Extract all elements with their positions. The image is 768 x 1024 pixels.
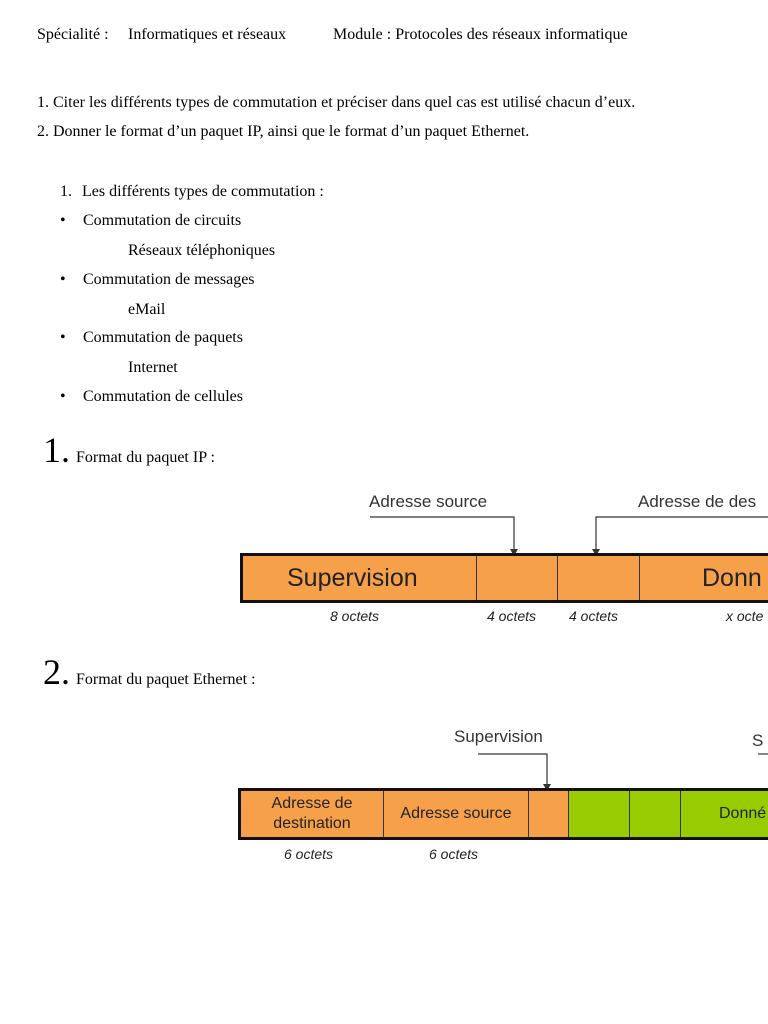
eth-callout-second: S xyxy=(752,731,764,750)
list-item-label: Commutation de circuits xyxy=(83,212,242,229)
eth-green-field-1 xyxy=(569,791,630,837)
ip-size-destination: 4 octets xyxy=(569,608,619,624)
question-2: 2. Donner le format d’un paquet IP, ainsi que le format d’un paquet Ethernet. xyxy=(37,123,530,140)
ip-section-number: 1. xyxy=(43,430,70,470)
ip-data-field: Donn xyxy=(640,556,768,600)
list-item-label: Commutation de cellules xyxy=(83,388,243,405)
eth-section-heading xyxy=(43,654,256,690)
eth-supervision-field xyxy=(529,791,569,837)
eth-section-title: Format du paquet Ethernet : xyxy=(76,671,256,688)
eth-callout-supervision: Supervision xyxy=(454,727,543,746)
list-item-example: Réseaux téléphoniques xyxy=(128,242,276,259)
specialite-value: Informatiques et réseaux xyxy=(128,26,287,43)
ip-source-field xyxy=(477,556,558,600)
eth-source-field: Adresse source xyxy=(384,791,529,837)
eth-destination-field: Adresse de destination xyxy=(241,791,384,837)
eth-data-field: Donné xyxy=(681,791,768,837)
ip-destination-field xyxy=(558,556,640,600)
ip-supervision-field: Supervision xyxy=(243,556,477,600)
specialite-label: Spécialité : xyxy=(37,26,109,43)
ip-size-source: 4 octets xyxy=(487,608,537,624)
module-title: Module : Protocoles des réseaux informatique xyxy=(333,26,628,43)
list-item-label: Commutation de paquets xyxy=(83,329,243,346)
bullet-icon: • xyxy=(60,212,66,229)
answer-1-number: 1. xyxy=(60,183,72,200)
ip-callout-destination: Adresse de des xyxy=(638,492,757,511)
ip-packet-frame xyxy=(240,553,768,603)
eth-section-number: 2. xyxy=(43,652,70,692)
eth-packet-frame xyxy=(238,788,768,840)
list-item-example: eMail xyxy=(128,301,166,318)
ip-size-data: x octe xyxy=(726,608,764,624)
list-item-label: Commutation de messages xyxy=(83,271,255,288)
eth-green-field-2 xyxy=(630,791,681,837)
bullet-icon: • xyxy=(60,271,66,288)
bullet-icon: • xyxy=(60,388,66,405)
eth-size-destination: 6 octets xyxy=(284,846,334,862)
ip-section-title: Format du paquet IP : xyxy=(76,449,215,466)
answer-1-title: Les différents types de commutation : xyxy=(82,183,324,200)
question-1: 1. Citer les différents types de commutation et préciser dans quel cas est utilisé chacun d’eux. xyxy=(37,94,636,111)
ip-callout-source: Adresse source xyxy=(369,492,488,511)
eth-size-source: 6 octets xyxy=(429,846,479,862)
list-item-example: Internet xyxy=(128,359,178,376)
bullet-icon: • xyxy=(60,329,66,346)
ip-size-supervision: 8 octets xyxy=(330,608,380,624)
